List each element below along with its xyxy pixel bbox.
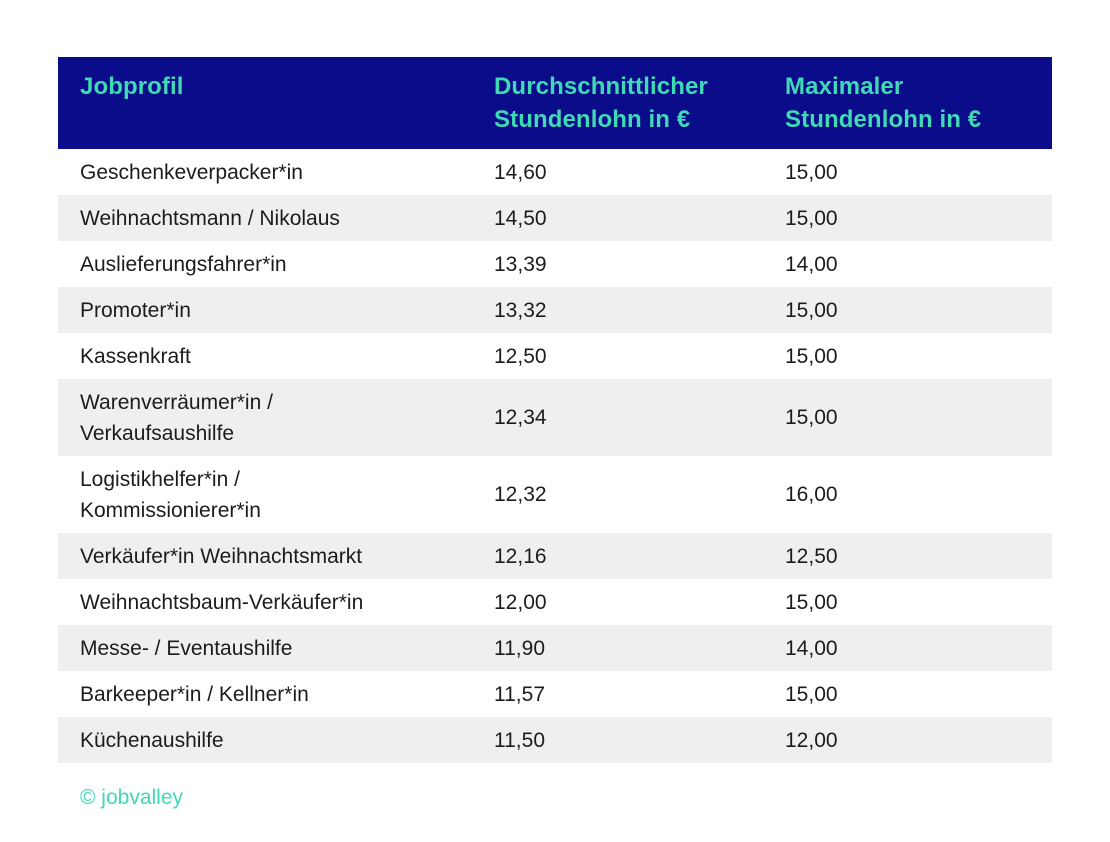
wage-table xyxy=(58,57,1052,763)
job-profile-cell: Weihnachtsbaum-Verkäufer*in xyxy=(80,590,364,614)
max-wage-cell: 15,00 xyxy=(785,344,838,368)
table-row xyxy=(58,379,1052,456)
average-wage-cell: 14,60 xyxy=(494,160,547,184)
average-wage-cell: 11,57 xyxy=(494,682,545,706)
job-profile-cell: Verkäufer*in Weihnachtsmarkt xyxy=(80,544,363,568)
average-wage-cell: 12,34 xyxy=(494,406,547,429)
max-wage-cell: 15,00 xyxy=(785,406,838,429)
job-profile-cell: Logistikhelfer*in / Kommissionierer*in xyxy=(80,467,261,522)
max-wage-cell: 15,00 xyxy=(785,682,838,706)
column-header-max-wage: Maximaler Stundenlohn in € xyxy=(785,73,982,133)
table-row xyxy=(58,579,1052,625)
table-row xyxy=(58,241,1052,287)
column-header-jobprofil: Jobprofil xyxy=(80,73,184,100)
max-wage-cell: 12,50 xyxy=(785,544,838,568)
table-row xyxy=(58,625,1052,671)
job-profile-cell: Weihnachtsmann / Nikolaus xyxy=(80,206,340,230)
job-profile-cell: Küchenaushilfe xyxy=(80,728,224,752)
max-wage-cell: 15,00 xyxy=(785,160,838,184)
average-wage-cell: 13,39 xyxy=(494,252,547,276)
job-profile-cell: Promoter*in xyxy=(80,298,191,322)
job-profile-cell: Warenverräumer*in / Verkaufsaushilfe xyxy=(80,390,273,445)
average-wage-cell: 11,90 xyxy=(494,636,545,660)
max-wage-cell: 15,00 xyxy=(785,298,838,322)
max-wage-cell: 14,00 xyxy=(785,252,838,276)
max-wage-cell: 12,00 xyxy=(785,728,838,752)
average-wage-cell: 12,32 xyxy=(494,483,547,506)
table-header xyxy=(58,57,1052,149)
job-profile-cell: Geschenkeverpacker*in xyxy=(80,160,303,184)
table-row xyxy=(58,456,1052,533)
max-wage-cell: 14,00 xyxy=(785,636,838,660)
table-row xyxy=(58,195,1052,241)
table-row xyxy=(58,671,1052,717)
job-profile-cell: Auslieferungsfahrer*in xyxy=(80,252,287,276)
job-profile-cell: Kassenkraft xyxy=(80,344,191,368)
average-wage-cell: 12,50 xyxy=(494,344,547,368)
table-body xyxy=(58,149,1052,763)
job-profile-cell: Messe- / Eventaushilfe xyxy=(80,636,293,660)
average-wage-cell: 14,50 xyxy=(494,206,547,230)
table-row xyxy=(58,287,1052,333)
job-profile-cell: Barkeeper*in / Kellner*in xyxy=(80,682,309,706)
average-wage-cell: 12,16 xyxy=(494,544,547,568)
table-row xyxy=(58,333,1052,379)
average-wage-cell: 13,32 xyxy=(494,298,547,322)
max-wage-cell: 16,00 xyxy=(785,483,838,506)
table-row xyxy=(58,717,1052,763)
average-wage-cell: 12,00 xyxy=(494,590,547,614)
copyright-jobvalley: © jobvalley xyxy=(80,786,184,809)
max-wage-cell: 15,00 xyxy=(785,590,838,614)
average-wage-cell: 11,50 xyxy=(494,728,545,752)
table-row xyxy=(58,533,1052,579)
column-header-average-wage: Durchschnittlicher Stundenlohn in € xyxy=(494,73,708,133)
max-wage-cell: 15,00 xyxy=(785,206,838,230)
table-row xyxy=(58,149,1052,195)
